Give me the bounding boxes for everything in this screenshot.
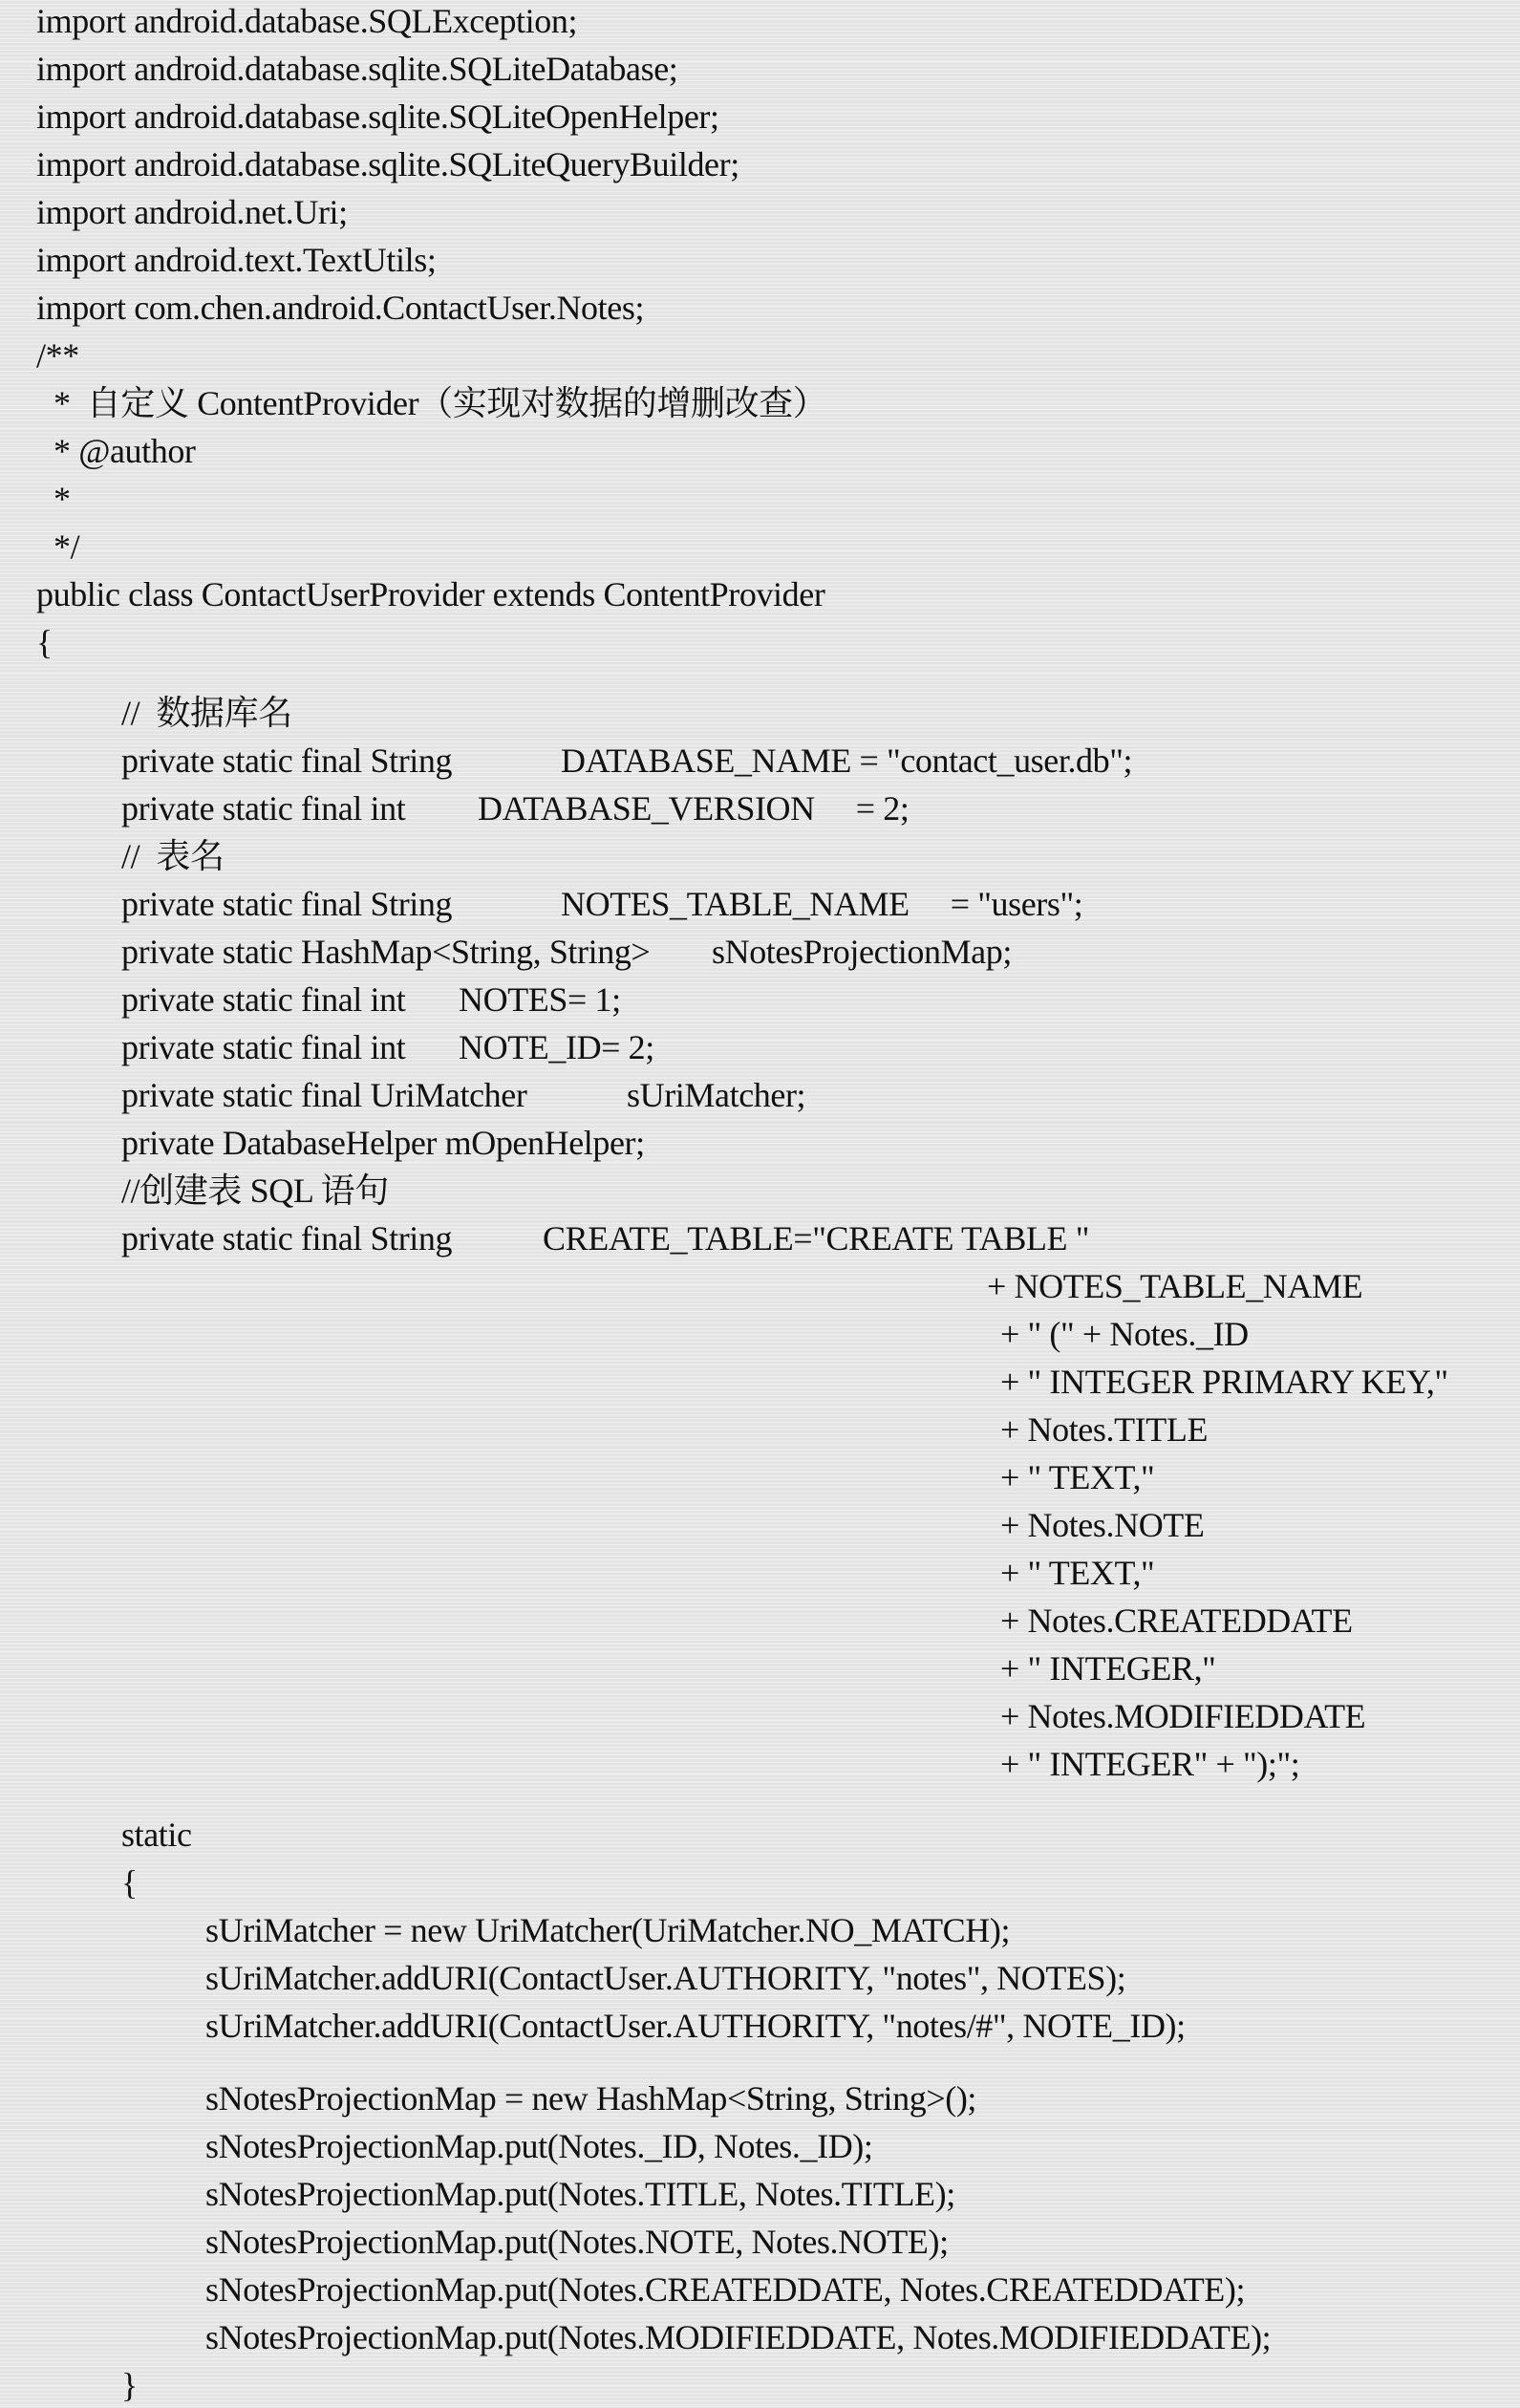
database-version-value: DATABASE_VERSION = 2;: [478, 789, 910, 828]
sql-concat-line: + Notes.CREATEDDATE: [1000, 1602, 1353, 1640]
sql-concat-line: + " INTEGER,": [1000, 1649, 1216, 1688]
notes-constant-value: NOTES= 1;: [459, 980, 621, 1019]
projection-map-name: sNotesProjectionMap;: [712, 933, 1012, 971]
projection-map-modifiers: private static HashMap<String, String>: [121, 933, 651, 971]
class-open-brace: {: [36, 623, 53, 661]
projection-put-modifieddate: sNotesProjectionMap.put(Notes.MODIFIEDDATE, Notes.MODIFIEDDATE);: [205, 2318, 1272, 2356]
static-keyword: static: [121, 1816, 192, 1854]
javadoc-author: * @author: [54, 432, 196, 470]
javadoc-star: *: [54, 480, 71, 518]
uri-matcher-name: sUriMatcher;: [627, 1076, 806, 1114]
database-version-modifiers: private static final int: [121, 789, 406, 828]
create-table-modifiers: private static final String: [121, 1219, 453, 1258]
sql-concat-line: + Notes.MODIFIEDDATE: [1000, 1697, 1366, 1735]
sql-concat-line: + Notes.NOTE: [1000, 1506, 1205, 1544]
projection-put-id: sNotesProjectionMap.put(Notes._ID, Notes._ID);: [205, 2127, 873, 2165]
open-helper-field: private DatabaseHelper mOpenHelper;: [121, 1124, 645, 1162]
sql-concat-line: + NOTES_TABLE_NAME: [987, 1267, 1363, 1305]
sql-concat-line: + " (" + Notes._ID: [1000, 1315, 1249, 1353]
database-name-value: DATABASE_NAME = "contact_user.db";: [561, 742, 1133, 780]
projection-put-title: sNotesProjectionMap.put(Notes.TITLE, Notes.TITLE);: [205, 2175, 955, 2213]
add-uri-note-id: sUriMatcher.addURI(ContactUser.AUTHORITY, "notes/#", NOTE_ID);: [205, 2007, 1186, 2045]
notes-constant-modifiers: private static final int: [121, 980, 406, 1019]
import-sqlitequerybuilder: import android.database.sqlite.SQLiteQueryBuilder;: [36, 145, 739, 183]
add-uri-notes: sUriMatcher.addURI(ContactUser.AUTHORITY, "notes", NOTES);: [205, 1959, 1126, 1997]
projection-put-createddate: sNotesProjectionMap.put(Notes.CREATEDDATE, Notes.CREATEDDATE);: [205, 2270, 1246, 2309]
uri-matcher-modifiers: private static final UriMatcher: [121, 1076, 527, 1114]
import-sqlexception: import android.database.SQLException;: [36, 2, 578, 40]
javadoc-open: /**: [36, 336, 79, 375]
import-sqlitedatabase: import android.database.sqlite.SQLiteDatabase;: [36, 50, 678, 88]
table-name-value: NOTES_TABLE_NAME = "users";: [561, 885, 1083, 923]
comment-table-name: // 表名: [121, 837, 225, 875]
static-close-brace: }: [121, 2366, 138, 2404]
comment-database-name: // 数据库名: [121, 694, 292, 732]
javadoc-close: */: [54, 527, 80, 566]
note-id-constant-value: NOTE_ID= 2;: [459, 1028, 654, 1066]
static-open-brace: {: [121, 1863, 138, 1902]
sql-concat-line: + " TEXT,": [1000, 1554, 1155, 1592]
sql-concat-line: + " TEXT,": [1000, 1458, 1155, 1496]
sql-concat-line: + " INTEGER PRIMARY KEY,": [1000, 1363, 1448, 1401]
sql-concat-line: + " INTEGER" + ");";: [1000, 1745, 1300, 1783]
projection-map-init: sNotesProjectionMap = new HashMap<String, String>();: [205, 2079, 977, 2118]
note-id-constant-modifiers: private static final int: [121, 1028, 406, 1066]
import-textutils: import android.text.TextUtils;: [36, 241, 437, 279]
projection-put-note: sNotesProjectionMap.put(Notes.NOTE, Notes.NOTE);: [205, 2223, 949, 2261]
create-table-start: CREATE_TABLE="CREATE TABLE ": [543, 1219, 1090, 1258]
import-uri: import android.net.Uri;: [36, 193, 348, 231]
class-declaration: public class ContactUserProvider extends ContentProvider: [36, 575, 825, 613]
table-name-modifiers: private static final String: [121, 885, 453, 923]
sql-concat-line: + Notes.TITLE: [1000, 1410, 1209, 1449]
import-notes: import com.chen.android.ContactUser.Notes;: [36, 289, 645, 327]
javadoc-description: * 自定义 ContentProvider（实现对数据的增删改查）: [54, 384, 827, 422]
comment-create-table: //创建表 SQL 语句: [121, 1172, 389, 1210]
database-name-modifiers: private static final String: [121, 742, 453, 780]
import-sqliteopenhelper: import android.database.sqlite.SQLiteOpenHelper;: [36, 97, 719, 136]
uri-matcher-init: sUriMatcher = new UriMatcher(UriMatcher.NO_MATCH);: [205, 1911, 1011, 1949]
